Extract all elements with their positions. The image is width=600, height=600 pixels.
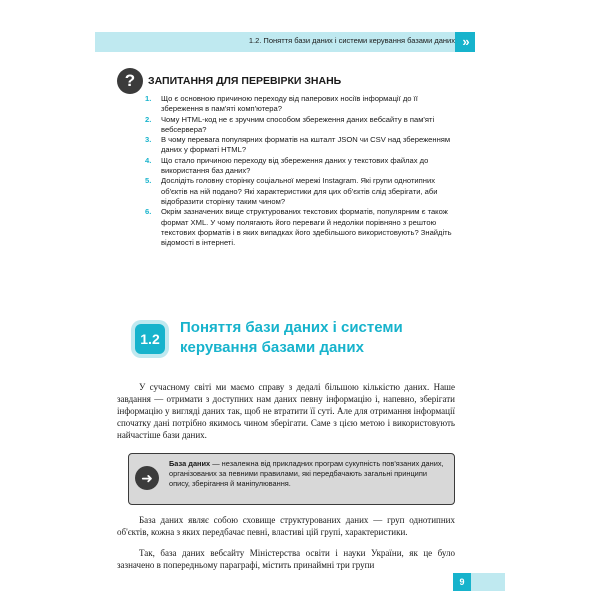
textbook-page — [95, 18, 505, 588]
arrow-right-icon: ➜ — [135, 466, 159, 490]
questions-list — [145, 94, 455, 248]
question-text: Чому HTML-код не є зручним способом збереження даних вебсайту в пам'яті вебсервера? — [161, 114, 435, 134]
definition-box — [128, 453, 455, 505]
header-title: 1.2. Поняття бази даних і системи керування базами даних — [248, 36, 455, 45]
section-number-badge: 1.2 — [135, 324, 165, 354]
paragraph-intro: У сучасному світі ми маємо справу з дедалі більшою кількістю даних. Наше завдання — отримати з доступних нам даних певну інформацію і, напевно, зберігати інформацію у вигляді даних так, щоб не втратити її суті. Але для отримання інформації спочатку дані потрібно якимось чином зберігати. Саме з цією метою і використовують найчастіше бази даних. — [117, 382, 455, 440]
question-item — [145, 207, 455, 248]
question-item — [145, 176, 455, 207]
paragraph-example: Так, база даних вебсайту Міністерства освіти і науки України, як це було зазначено в попередньому параграфі, містить принаймні три групи — [117, 548, 455, 570]
question-item — [145, 156, 455, 177]
question-text: Що стало причиною переходу від збереження даних у текстових файлах до використання баз даних? — [161, 155, 429, 176]
section-title: Поняття бази даних і системи керування базами даних — [180, 319, 403, 356]
question-text: В чому перевага популярних форматів на кшталт JSON чи CSV над збереженням даних у форматі HTML? — [161, 135, 451, 155]
question-text: Що є основною причиною переходу від паперових носіїв інформації до її збереження в пам'яті комп'ютера? — [161, 94, 418, 114]
question-mark-icon: ? — [117, 68, 143, 94]
question-number: 1. — [145, 94, 152, 103]
definition-term: База даних — [169, 459, 211, 468]
question-number: 3. — [145, 135, 152, 145]
question-number: 6. — [145, 207, 152, 217]
question-number: 4. — [145, 155, 152, 165]
question-number: 5. — [145, 176, 152, 186]
question-text: Окрім зазначених вище структурованих текстових форматів, популярним є також формат XML. У чому полягають його переваги й недоліки порівняно з рештою текстових форматів і в яких випадках його здебільшого використовують? Знайдіть відомості в інтернеті. — [161, 207, 452, 248]
questions-heading: ЗАПИТАННЯ ДЛЯ ПЕРЕВІРКИ ЗНАНЬ — [148, 75, 342, 87]
question-item — [145, 115, 455, 136]
definition-text — [169, 459, 447, 489]
question-item — [145, 94, 455, 115]
definition-body: — незалежна від прикладних програм сукупність пов'язаних даних, організованих за певними правилами, які передбачають загальні принципи опису, зберігання й маніпулювання. — [169, 459, 444, 488]
page-number: 9 — [453, 573, 471, 591]
paragraph-database: База даних являє собою сховище структурованих даних — груп однотипних об'єктів, кожна з яких передбачає певні, властиві цій групі, характеристики. — [117, 515, 455, 537]
question-item — [145, 135, 455, 156]
question-text: Дослідіть головну сторінку соціальної мережі Instagram. Які групи однотипних об'єктів на ній подано? Які характеристики для цих об'єктів слід зберігати, аби відобразити сторінку таким чином? — [161, 176, 438, 206]
double-chevron-right-icon: » — [455, 32, 475, 52]
question-number: 2. — [145, 114, 152, 124]
